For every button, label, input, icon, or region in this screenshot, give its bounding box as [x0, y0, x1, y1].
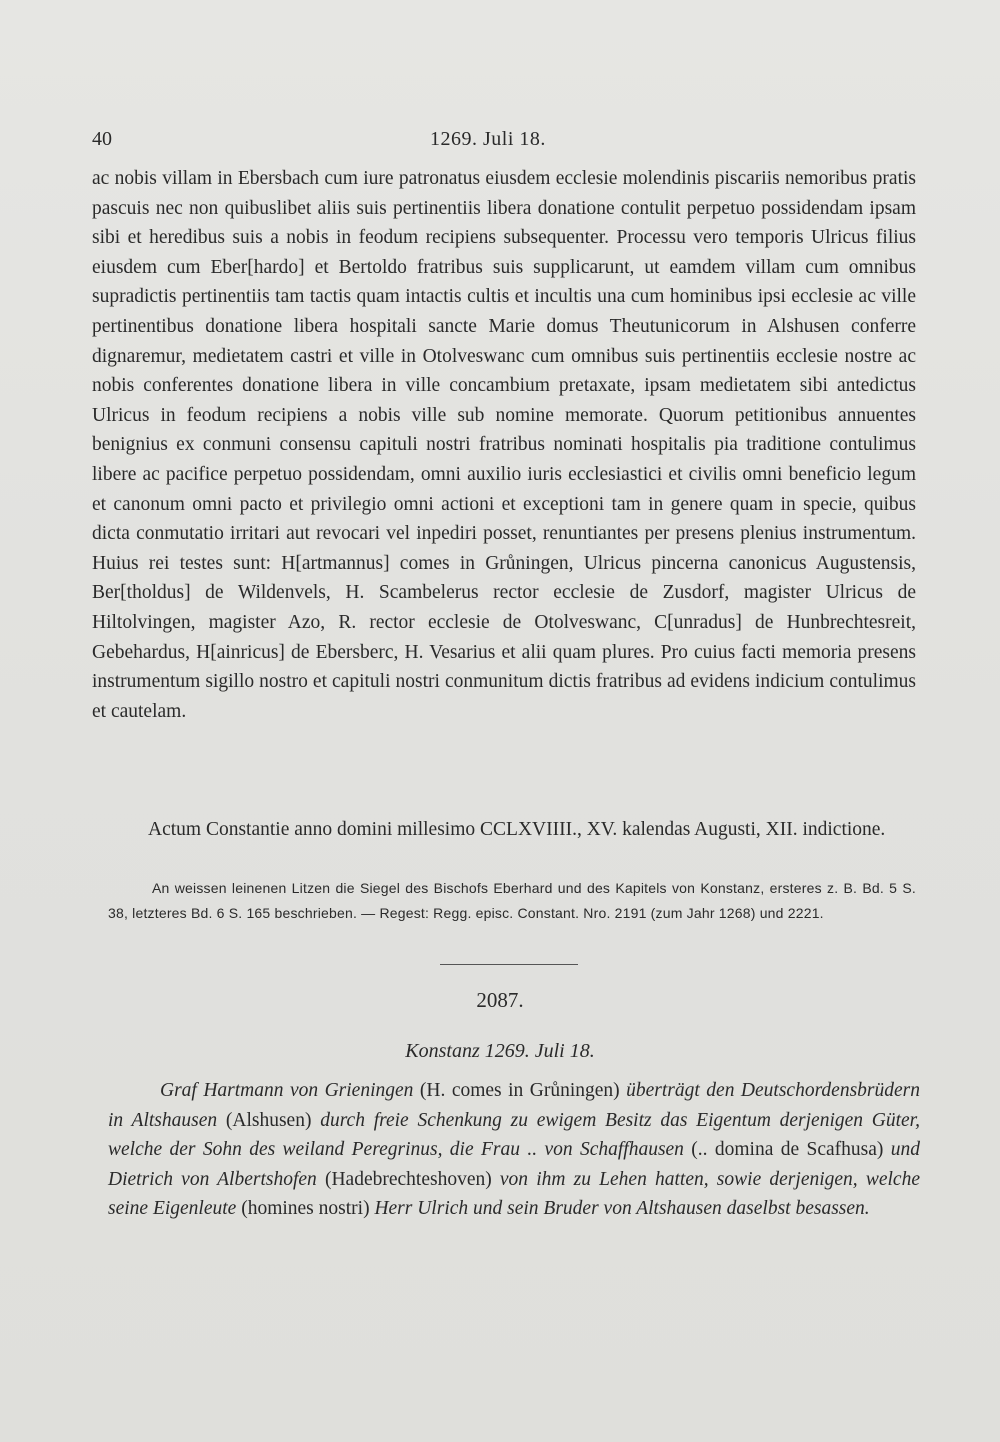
regest-summary	[108, 1076, 920, 1224]
regest-part: Graf Hartmann von Grieningen	[160, 1080, 414, 1101]
section-divider	[440, 964, 578, 965]
document-number: 2087.	[476, 988, 524, 1012]
regest-part: (homines nostri)	[236, 1198, 375, 1220]
page-number: 40	[92, 128, 112, 150]
regest-part: (Hadebrechteshoven)	[316, 1168, 500, 1190]
actum-clause: Actum Constantie anno domini millesimo CCLXVIIII., XV. kalendas Augusti, XII. indictione.	[148, 819, 886, 840]
dateline: Konstanz 1269. Juli 18.	[405, 1040, 595, 1062]
regest-part: (.. domina de Scafhusa)	[683, 1139, 891, 1161]
page-header	[0, 128, 1000, 160]
regest-part: durch freie Schenkung zu ewigem Besitz das Eigentum derjenigen Güter, welche der Sohn des weiland Peregrinus, die Frau .. von Schaffhausen	[108, 1109, 920, 1161]
editorial-note: An weissen leinenen Litzen die Siegel des Bischofs Eberhard und des Kapitels von Konstanz, ersteres z. B. Bd. 5 S. 38, letzteres Bd. 6 S. 165 beschrieben. — Regest: Regg. episc. Constant. Nro. 2191 (zum Jahr 1268) und 2221.	[108, 880, 916, 921]
regest-part: überträgt den Deutschordensbrüdern in Altshausen	[108, 1080, 921, 1131]
regest-part: Herr Ulrich und sein Bruder von Altshausen daselbst besassen.	[374, 1198, 870, 1220]
running-head: 1269. Juli 18.	[430, 128, 546, 150]
regest-part: (Alshusen)	[217, 1109, 321, 1131]
charter-text: ac nobis villam in Ebersbach cum iure patronatus eiusdem ecclesie molendinis piscariis nemoribus pratis pascuis nec non quibuslibet aliis suis pertinentiis libera donatione contulit perpetuo possidendam ipsam sibi et heredibus suis a nobis in feodum recipiens subsequenter. Processu vero temporis Ulricus filius eiusdem cum Eber[hardo] et Bertoldo fratribus suis supplicarunt, ut eamdem villam cum omnibus supradictis pertinentiis tam tactis quam intactis cultis et incultis una cum hominibus ipsi ecclesie ac ville pertinentibus donatione libera hospitali sancte Marie domus Theutunicorum in Alshusen conferre dignaremur, medietatem castri et ville in Otolveswanc cum omnibus suis pertinentiis ecclesie nostre ac nobis conferentes donatione libera in ville concambium pretaxate, ipsam medietatem sibi antedictus Ulricus in feodum recipiens a nobis ville sub nomine memorate. Quorum petitionibus annuentes benignius ex conmuni consensu capituli nostri fratribus nominati hospitalis pia traditione contulimus libere ac pacifice perpetuo possidendam, omni auxilio iuris ecclesiastici et civilis omni beneficio legum et canonum omni pacto et privilegio omni actioni et exceptioni tam in genere quam in specie, quibus dicta conmutatio irritari aut revocari vel inpediri posset, renuntiantes per presens plenius instrumentum. Huius rei testes sunt: H[artmannus] comes in Grůningen, Ulricus pincerna canonicus Augustensis, Ber[tholdus] de Wildenvels, H. Scambelerus rector ecclesie de Zusdorf, magister Ulricus de Hiltolvingen, magister Azo, R. rector ecclesie de Otolveswanc, C[unradus] de Hunbrechtesreit, Gebehardus, H[ainricus] de Ebersberc, H. Vesarius et alii quam plures. Pro cuius facti memoria presens instrumentum sigillo nostro et capituli nostri conmunitum dictis fratribus ad evidens indicium contulimus et cautelam.	[92, 168, 916, 722]
regest-part: und Dietrich von Albertshofen	[108, 1139, 920, 1190]
regest-part: (H. comes in Grůningen)	[413, 1080, 627, 1101]
regest-part: von ihm zu Lehen hatten, sowie derjenigen, welche seine Eigenleute	[108, 1168, 920, 1220]
